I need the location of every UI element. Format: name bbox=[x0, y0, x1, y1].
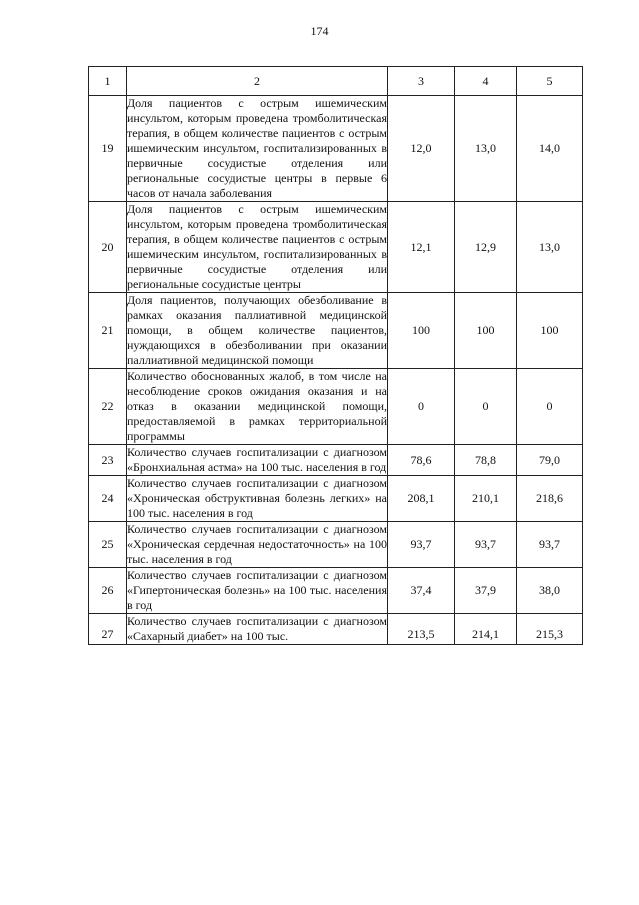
value-col-5: 100 bbox=[517, 293, 583, 369]
table-row bbox=[89, 96, 583, 202]
value-col-3: 93,7 bbox=[388, 522, 455, 568]
value-col-3: 12,1 bbox=[388, 202, 455, 293]
row-number: 22 bbox=[89, 369, 127, 445]
value-col-3: 12,0 bbox=[388, 96, 455, 202]
table-header-row bbox=[89, 67, 583, 96]
value-col-4: 214,1 bbox=[455, 614, 517, 645]
row-number: 20 bbox=[89, 202, 127, 293]
value-col-5: 38,0 bbox=[517, 568, 583, 614]
row-number: 24 bbox=[89, 476, 127, 522]
header-cell-1: 1 bbox=[89, 67, 127, 96]
value-col-5: 14,0 bbox=[517, 96, 583, 202]
value-col-4: 100 bbox=[455, 293, 517, 369]
value-col-4: 93,7 bbox=[455, 522, 517, 568]
row-description-cell bbox=[127, 568, 388, 614]
row-description: Количество случаев госпитализации с диагнозом «Бронхиальная астма» на 100 тыс. населения в год bbox=[127, 445, 387, 474]
table-row bbox=[89, 568, 583, 614]
row-description: Количество случаев госпитализации с диагнозом «Хроническая обструктивная болезнь легких» на 100 тыс. населения в год bbox=[127, 476, 387, 520]
value-col-4: 12,9 bbox=[455, 202, 517, 293]
row-number: 27 bbox=[89, 614, 127, 645]
row-description: Количество случаев госпитализации с диагнозом «Хроническая сердечная недостаточность» на 100 тыс. населения в год bbox=[127, 522, 387, 566]
page-number: 174 bbox=[310, 24, 329, 38]
value-col-4: 0 bbox=[455, 369, 517, 445]
table-row bbox=[89, 369, 583, 445]
value-col-5: 218,6 bbox=[517, 476, 583, 522]
table-row bbox=[89, 202, 583, 293]
row-description: Количество случаев госпитализации с диагнозом «Сахарный диабет» на 100 тыс. bbox=[127, 614, 387, 643]
row-description-cell bbox=[127, 96, 388, 202]
row-number: 21 bbox=[89, 293, 127, 369]
row-description-cell bbox=[127, 202, 388, 293]
row-description-cell bbox=[127, 522, 388, 568]
header-cell-4: 4 bbox=[455, 67, 517, 96]
table-row bbox=[89, 614, 583, 645]
value-col-3: 213,5 bbox=[388, 614, 455, 645]
value-col-4: 13,0 bbox=[455, 96, 517, 202]
value-col-4: 37,9 bbox=[455, 568, 517, 614]
value-col-5: 0 bbox=[517, 369, 583, 445]
row-description-cell bbox=[127, 614, 388, 645]
value-col-5: 215,3 bbox=[517, 614, 583, 645]
value-col-5: 79,0 bbox=[517, 445, 583, 476]
row-description: Количество обоснованных жалоб, в том числе на несоблюдение сроков ожидания оказания и на отказ в оказании медицинской помощи, предоставляемой в рамках территориальной программы bbox=[127, 369, 387, 443]
value-col-3: 208,1 bbox=[388, 476, 455, 522]
value-col-3: 100 bbox=[388, 293, 455, 369]
value-col-3: 78,6 bbox=[388, 445, 455, 476]
table-row bbox=[89, 522, 583, 568]
value-col-5: 13,0 bbox=[517, 202, 583, 293]
header-cell-5: 5 bbox=[517, 67, 583, 96]
row-description: Количество случаев госпитализации с диагнозом «Гипертоническая болезнь» на 100 тыс. населения в год bbox=[127, 568, 387, 612]
value-col-4: 78,8 bbox=[455, 445, 517, 476]
value-col-5: 93,7 bbox=[517, 522, 583, 568]
row-description-cell bbox=[127, 445, 388, 476]
row-description: Доля пациентов с острым ишемическим инсультом, которым проведена тромболитическая терапия, в общем количестве пациентов с острым ишемическим инсультом, госпитализированных в первичные сосудистые отделения или региональные сосудистые центры bbox=[127, 202, 387, 291]
header-cell-3: 3 bbox=[388, 67, 455, 96]
row-description: Доля пациентов с острым ишемическим инсультом, которым проведена тромболитическая терапия, в общем количестве пациентов с острым ишемическим инсультом, госпитализированных в первичные сосудистые отделения или региональные сосудистые центры в первые 6 часов от начала заболевания bbox=[127, 96, 387, 200]
row-description-clip bbox=[127, 614, 387, 644]
row-description-cell bbox=[127, 293, 388, 369]
row-description-cell bbox=[127, 369, 388, 445]
table-row bbox=[89, 476, 583, 522]
value-col-4: 210,1 bbox=[455, 476, 517, 522]
table-row bbox=[89, 445, 583, 476]
indicator-table bbox=[88, 66, 583, 645]
row-number: 19 bbox=[89, 96, 127, 202]
row-number: 25 bbox=[89, 522, 127, 568]
table-row bbox=[89, 293, 583, 369]
row-number: 23 bbox=[89, 445, 127, 476]
row-description: Доля пациентов, получающих обезболивание в рамках оказания паллиативной медицинской помощи, в общем количестве пациентов, нуждающихся в обезболивании при оказании паллиативной медицинской помощи bbox=[127, 293, 387, 367]
row-number: 26 bbox=[89, 568, 127, 614]
value-col-3: 37,4 bbox=[388, 568, 455, 614]
value-col-3: 0 bbox=[388, 369, 455, 445]
row-description-cell bbox=[127, 476, 388, 522]
header-cell-2: 2 bbox=[127, 67, 388, 96]
